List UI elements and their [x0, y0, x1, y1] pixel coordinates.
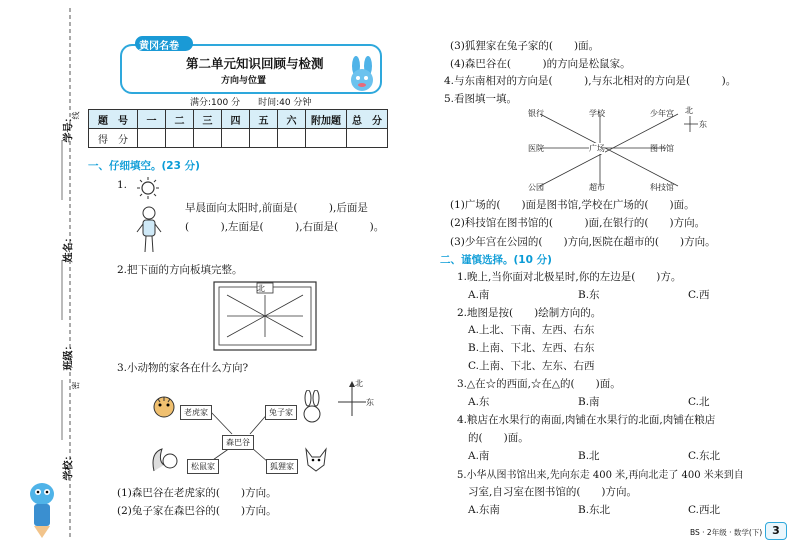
- s2-q2-option-a[interactable]: A.上北、下南、左西、右东: [468, 324, 595, 336]
- s2-q4-option-a[interactable]: A.南: [468, 450, 490, 462]
- s2-q4-text-line1: 4.粮店在水果行的南面,肉铺在水果行的北面,肉铺在粮店: [457, 414, 716, 426]
- rabbit-home-box: 兔子家: [265, 405, 297, 420]
- s2-q3-text: 3.△在☆的西面,☆在△的( )面。: [457, 378, 621, 390]
- board-north-label: 北: [257, 284, 265, 293]
- pencil-mascot-icon: [20, 480, 65, 540]
- tiger-home-box: 老虎家: [180, 405, 212, 420]
- s2-q3-option-c[interactable]: C.北: [688, 396, 710, 408]
- name-label: 姓名：: [63, 232, 75, 263]
- s2-q1-option-c[interactable]: C.西: [688, 289, 710, 301]
- score-row-label: 得 分: [89, 129, 138, 148]
- s2-q5-text-line2: 习室,自习室在图书馆的( )方向。: [468, 486, 638, 498]
- s2-q4-option-b[interactable]: B.北: [578, 450, 600, 462]
- score-header-cell: 附加题: [306, 110, 347, 129]
- q5-answer-1: (1)广场的( )面是图书馆,学校在广场的( )面。: [450, 199, 695, 211]
- footer-label: BS · 2年级 · 数学(下): [690, 528, 763, 537]
- s2-q5-option-b[interactable]: B.东北: [578, 504, 611, 516]
- score-header-cell: 四: [222, 110, 250, 129]
- s2-q2-option-c[interactable]: C.上南、下北、左东、右西: [468, 360, 595, 372]
- map-library: 图书馆: [650, 144, 674, 153]
- fox-home-box: 狐狸家: [266, 459, 298, 474]
- s2-q5-option-c[interactable]: C.西北: [688, 504, 720, 516]
- map-science-museum: 科技馆: [650, 183, 674, 192]
- q4-text: 4.与东南相对的方向是( ),与东北相对的方向是( )。: [444, 75, 737, 87]
- score-cell[interactable]: [278, 129, 306, 148]
- map-hospital: 医院: [528, 144, 544, 153]
- s2-q1-text: 1.晚上,当你面对北极星时,你的左边是( )方。: [457, 271, 682, 283]
- page-number: 3: [772, 524, 780, 537]
- q3-text: 3.小动物的家各在什么方向?: [117, 362, 249, 374]
- score-cell[interactable]: [222, 129, 250, 148]
- score-table-header-row: [89, 110, 388, 129]
- s2-q2-option-b[interactable]: B.上南、下北、左西、右东: [468, 342, 595, 354]
- s2-q4-text-line2: 的( )面。: [468, 432, 529, 444]
- q5-answer-3: (3)少年宫在公园的( )方向,医院在超市的( )方向。: [450, 236, 716, 248]
- sun-icon: [136, 176, 160, 200]
- q5-answer-2: (2)科技馆在图书馆的( )面,在银行的( )方向。: [450, 217, 706, 229]
- rabbit-icon: [300, 390, 324, 424]
- score-cell[interactable]: [138, 129, 166, 148]
- q3-compass-east: 东: [366, 398, 374, 407]
- fox-icon: [302, 445, 330, 473]
- score-header-cell: 五: [250, 110, 278, 129]
- s2-q5-text-line1: 5.小华从图书馆出来,先向东走 400 米,再向北走了 400 米来到自: [457, 470, 744, 481]
- q3-answer-3: (3)狐狸家在兔子家的( )面。: [450, 40, 600, 52]
- seal-fold-mark: 密: [71, 381, 81, 390]
- map-youth-palace: 少年宫: [650, 109, 674, 118]
- exam-info: 满分:100 分 时间:40 分钟: [190, 98, 312, 108]
- map-school: 学校: [589, 109, 605, 118]
- score-cell[interactable]: [347, 129, 388, 148]
- score-header-cell: 六: [278, 110, 306, 129]
- direction-board-diagram: [213, 281, 317, 351]
- school-label: 学校：: [63, 450, 75, 481]
- s2-q1-option-b[interactable]: B.东: [578, 289, 600, 301]
- squirrel-icon: [150, 445, 180, 473]
- q1-number: 1.: [117, 179, 128, 191]
- page-number-badge: [765, 522, 787, 540]
- q1-text-line1: 早晨面向太阳时,前面是( ),后面是: [185, 202, 368, 214]
- binding-margin: [0, 0, 80, 554]
- map-bank: 银行: [528, 109, 544, 118]
- q3-answer-2: (2)兔子家在森巴谷的( )方向。: [117, 505, 277, 517]
- s2-q1-option-a[interactable]: A.南: [468, 289, 490, 301]
- map-compass-east: 东: [699, 120, 707, 129]
- town-map-diagram: [520, 108, 720, 193]
- section1-heading: 一、仔细填空。(23 分): [88, 160, 200, 172]
- s2-q4-option-c[interactable]: C.东北: [688, 450, 720, 462]
- score-header-cell: 二: [166, 110, 194, 129]
- s2-q2-text: 2.地图是按( )绘制方向的。: [457, 307, 602, 319]
- s2-q3-option-a[interactable]: A.东: [468, 396, 490, 408]
- map-supermarket: 超市: [589, 183, 605, 192]
- s2-q3-option-b[interactable]: B.南: [578, 396, 600, 408]
- score-table: [88, 109, 388, 148]
- q5-text: 5.看图填一填。: [444, 93, 518, 105]
- score-header-cell: 总 分: [347, 110, 388, 129]
- page-title: 第二单元知识回顾与检测: [186, 56, 324, 71]
- section2-heading: 二、谨慎选择。(10 分): [440, 254, 552, 266]
- squirrel-home-box: 松鼠家: [187, 459, 219, 474]
- q2-text: 2.把下面的方向板填完整。: [117, 264, 243, 276]
- score-header-cell: 题 号: [89, 110, 138, 129]
- s2-q5-option-a[interactable]: A.东南: [468, 504, 500, 516]
- tiger-icon: [150, 393, 178, 419]
- child-figure-icon: [134, 206, 164, 256]
- score-header-cell: 一: [138, 110, 166, 129]
- q1-text-line2: ( ),左面是( ),右面是( )。: [185, 221, 385, 233]
- score-cell[interactable]: [250, 129, 278, 148]
- brand-logo: 黄冈名卷: [139, 41, 179, 52]
- score-cell[interactable]: [306, 129, 347, 148]
- score-header-cell: 三: [194, 110, 222, 129]
- seal-line-mark: 线: [71, 111, 81, 120]
- class-label: 班级：: [63, 340, 75, 371]
- score-cell[interactable]: [194, 129, 222, 148]
- score-table-score-row: [89, 129, 388, 148]
- q3-answer-4: (4)森巴谷在( )的方向是松鼠家。: [450, 58, 631, 70]
- rabbit-mascot-icon: [342, 56, 382, 96]
- page-subtitle: 方向与位置: [221, 76, 267, 86]
- id-label: 学号：: [63, 112, 75, 143]
- q3-compass-north: 北: [355, 379, 363, 388]
- score-cell[interactable]: [166, 129, 194, 148]
- q3-answer-1: (1)森巴谷在老虎家的( )方向。: [117, 487, 277, 499]
- center-valley-box: 森巴谷: [222, 435, 254, 450]
- map-compass-north: 北: [685, 106, 693, 115]
- map-park: 公园: [528, 183, 544, 192]
- map-square: 广场: [589, 144, 605, 153]
